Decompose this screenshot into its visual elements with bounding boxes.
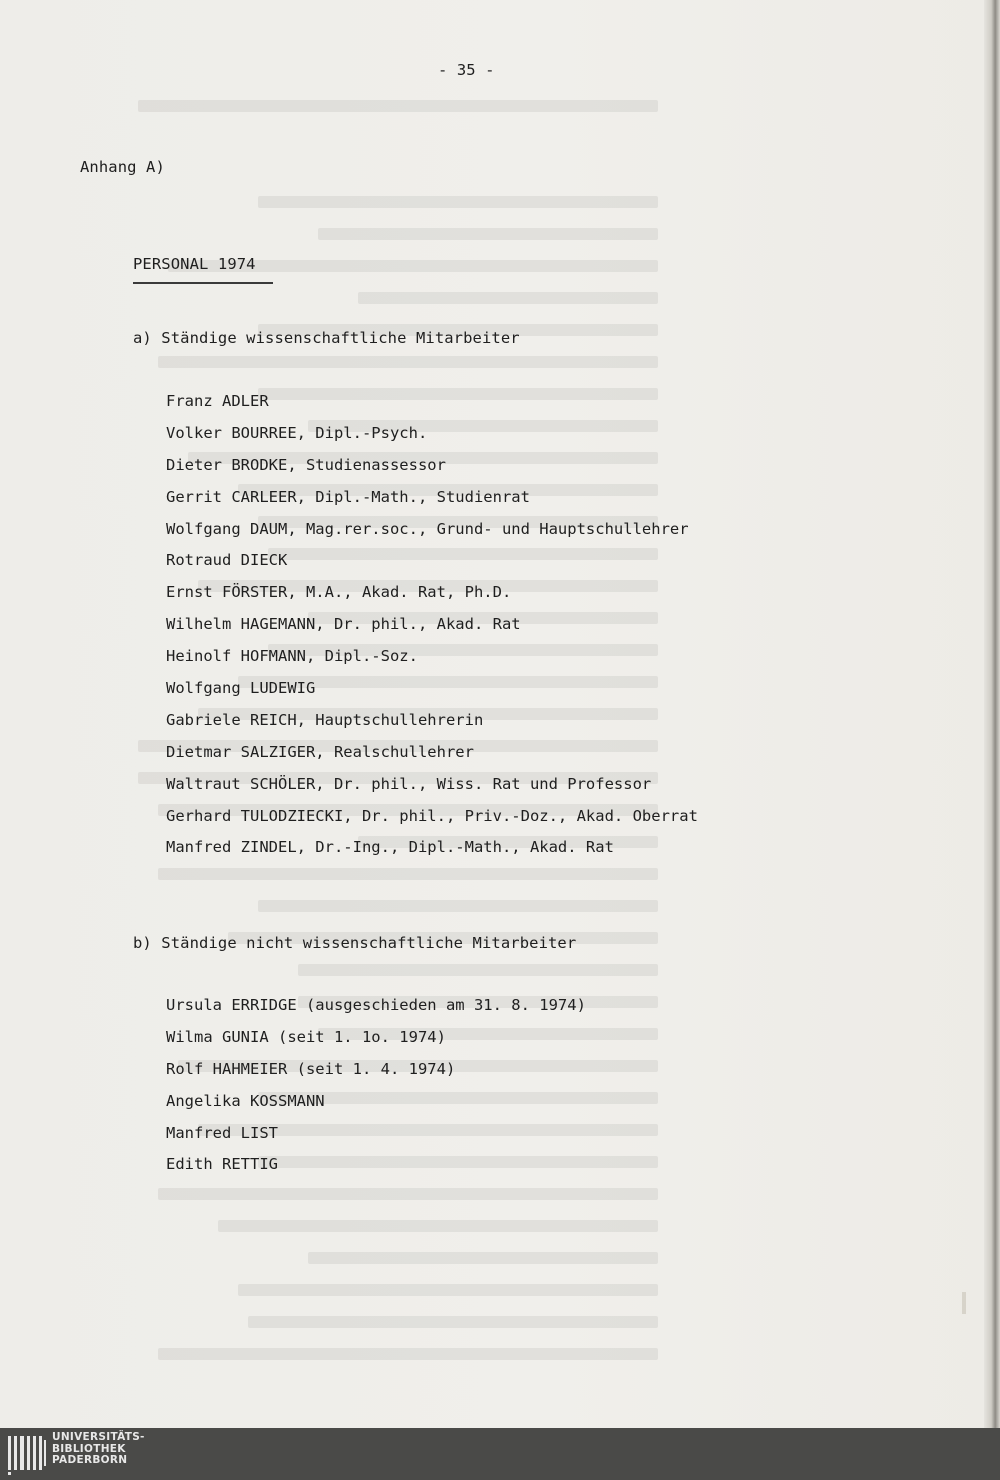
list-item: Ursula ERRIDGE (ausgeschieden am 31. 8. 1974) [166,996,586,1014]
list-item: Gabriele REICH, Hauptschullehrerin [166,710,484,729]
list-item: Rolf HAHMEIER (seit 1. 4. 1974) [166,1059,456,1078]
library-logo-icon [6,1432,46,1476]
list-item: Volker BOURREE, Dipl.-Psych. [166,423,428,442]
library-name-line: UNIVERSITÄTS- [52,1431,145,1443]
list-item: Wolfgang LUDEWIG [166,679,316,698]
list-item: Heinolf HOFMANN, Dipl.-Soz. [166,647,418,666]
list-item: Angelika KOSSMANN [166,1091,325,1110]
list-item: Dietmar SALZIGER, Realschullehrer [166,742,474,761]
section-heading: PERSONAL 1974 [133,255,256,273]
appendix-label: Anhang A) [80,158,165,176]
list-item: Edith RETTIG [166,1155,278,1174]
list-item: Dieter BRODKE, Studienassessor [166,455,446,474]
list-item: Gerhard TULODZIECKI, Dr. phil., Priv.-Doz., Akad. Oberrat [166,806,698,825]
page-number: - 35 - [438,61,495,79]
section-b-title: b) Ständige nicht wissenschaftliche Mitarbeiter [133,934,577,952]
list-item: Franz ADLER [166,392,269,410]
list-item: Rotraud DIECK [166,551,288,570]
section-a-title: a) Ständige wissenschaftliche Mitarbeiter [133,329,520,347]
list-item: Gerrit CARLEER, Dipl.-Math., Studienrat [166,487,530,506]
list-item: Waltraut SCHÖLER, Dr. phil., Wiss. Rat und Professor [166,774,652,793]
list-item: Wolfgang DAUM, Mag.rer.soc., Grund- und Hauptschullehrer [166,519,689,538]
library-name [52,1432,145,1467]
list-item: Ernst FÖRSTER, M.A., Akad. Rat, Ph.D. [166,583,512,602]
heading-underline [133,282,273,284]
library-footer [0,1428,1000,1480]
library-name-line: BIBLIOTHEK [52,1442,126,1455]
list-item: Wilma GUNIA (seit 1. 1o. 1974) [166,1027,446,1046]
page-edge-shadow [984,0,1000,1428]
library-name-line: PADERBORN [52,1454,128,1466]
list-item: Wilhelm HAGEMANN, Dr. phil., Akad. Rat [166,615,521,634]
section-b-list [166,996,586,1187]
pencil-mark [962,1292,966,1314]
list-item: Manfred LIST [166,1123,278,1142]
section-a-list [166,392,698,870]
list-item: Manfred ZINDEL, Dr.-Ing., Dipl.-Math., Akad. Rat [166,838,614,857]
